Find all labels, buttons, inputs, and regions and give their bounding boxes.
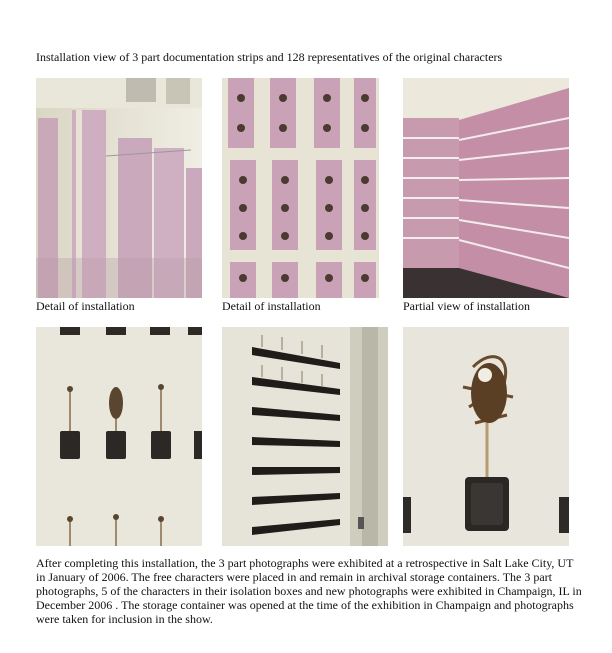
corridor-image	[403, 78, 569, 298]
caption-photo-2: Detail of installation	[222, 299, 321, 313]
strips-image	[36, 78, 202, 298]
caption-photo-3: Partial view of installation	[403, 299, 530, 313]
grid-image	[222, 78, 379, 298]
characters-rows-image	[222, 327, 388, 546]
caption-photo-1: Detail of installation	[36, 299, 135, 313]
photo-characters-wall	[36, 327, 202, 546]
photo-character-closeup	[403, 327, 569, 546]
photo-installation-detail-grid	[222, 78, 379, 298]
body-paragraph: After completing this installation, the 3 part photographs were exhibited at a retrospective in Salt Lake City, UT in January of 2006. The free characters were placed in and remain in archival storage containers. The 3 part photographs, 5 of the characters in their isolation boxes and new photographs were exhibited in Champaign, IL in December 2006 . The storage container was opened at the time of the exhibition in Champaign and photographs were taken for inclusion in the show.	[36, 556, 582, 626]
photo-characters-rows	[222, 327, 388, 546]
characters-wall-image	[36, 327, 202, 546]
photo-installation-detail-strips	[36, 78, 202, 298]
character-closeup-image	[403, 327, 569, 546]
photo-partial-view-installation	[403, 78, 569, 298]
page-heading: Installation view of 3 part documentation strips and 128 representatives of the original characters	[36, 50, 503, 64]
